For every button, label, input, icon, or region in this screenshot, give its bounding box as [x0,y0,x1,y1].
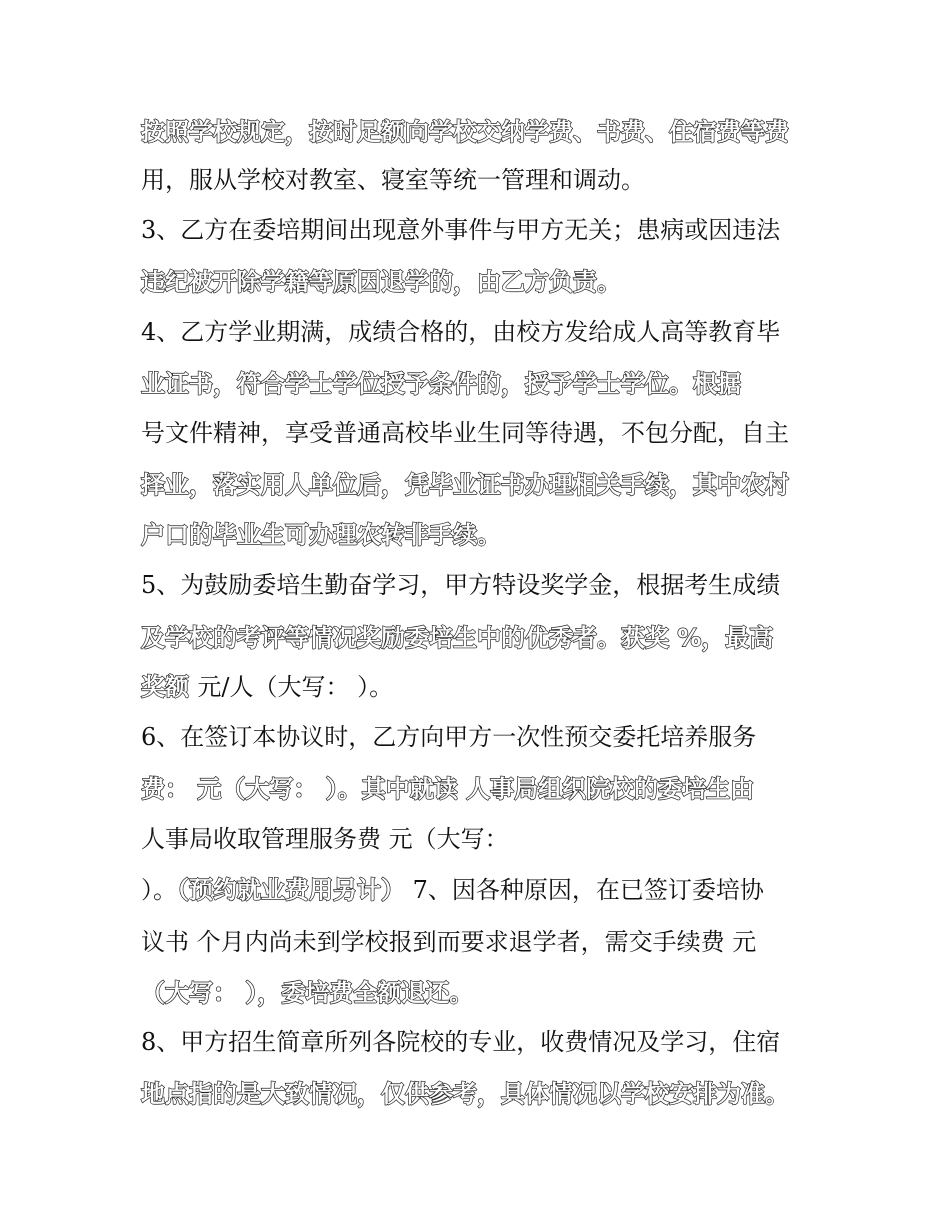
text-segment: 地点指的是大致情况，仅供参考，具体情况以学校安排为准。 [141,1080,789,1108]
text-line-8 [141,468,789,502]
text-line-4 [141,265,621,299]
text-line-15 [141,822,509,856]
text-line-17 [141,925,756,959]
text-line-13 [141,720,756,754]
text-segment: 8、甲方招生简章所列各院校的专业，收费情况及学习，住宿 [141,1028,781,1056]
text-segment: 5、为鼓励委培生勤奋学习，甲方特设奖学金，根据考生成绩 [141,571,781,599]
text-segment: （预约就业费用另计） [177,876,405,904]
text-line-10 [141,568,780,602]
text-line-16 [141,873,764,907]
text-segment: 6、在签订本协议时，乙方向甲方一次性预交委托培养服务 [141,723,757,751]
text-line-6 [141,367,741,401]
text-line-7 [141,416,789,450]
text-line-3 [141,213,780,247]
text-segment: 元/人（大写： ）。 [197,673,394,701]
text-line-14 [141,772,754,806]
text-segment: 择业，落实用人单位后，凭毕业证书办理相关手续，其中农村 [141,471,789,499]
text-segment: 按照学校规定，按时足额向学校交纳学费、书费、住宿费等费 [141,118,789,146]
text-segment: 及学校的考评等情况奖励委培生中的优秀者。获奖 %，最高 [141,624,774,652]
text-segment: 业证书，符合学士学位授予条件的，授予学士学位。根据 [141,370,741,398]
text-line-19 [141,1025,780,1059]
text-line-9 [141,518,501,552]
text-line-5 [141,315,780,349]
text-segment: 7、因各种原因，在已签订委培协 [405,876,764,904]
text-segment: ）。 [141,876,177,904]
text-segment: 用，服从学校对教室、寝室等统一管理和调动。 [141,166,645,194]
text-segment: 3、乙方在委培期间出现意外事件与甲方无关；患病或因违法 [141,216,781,244]
text-segment: 号文件精神，享受普通高校毕业生同等待遇，不包分配，自主 [141,419,789,447]
text-segment: 议书 个月内尚未到学校报到而要求退学者，需交手续费 元 [141,928,757,956]
text-line-11 [141,621,773,655]
text-line-2 [141,163,645,197]
text-segment: 违纪被开除学籍等原因退学的，由乙方负责。 [141,268,621,296]
text-segment: 人事局收取管理服务费 元（大写： [141,825,509,853]
text-segment: 费： 元（大写： ）。其中就读 人事局组织院校的委培生由 [141,775,755,803]
text-segment: （大写： ），委培费全额退还。 [141,979,474,1007]
text-line-12 [141,670,393,704]
text-segment: 4、乙方学业期满，成绩合格的，由校方发给成人高等教育毕 [141,318,781,346]
text-segment: 奖额 [141,673,198,701]
text-line-20 [141,1077,789,1111]
text-line-1 [141,115,789,149]
text-line-18 [141,976,473,1010]
text-segment: 户口的毕业生可办理农转非手续。 [141,521,501,549]
